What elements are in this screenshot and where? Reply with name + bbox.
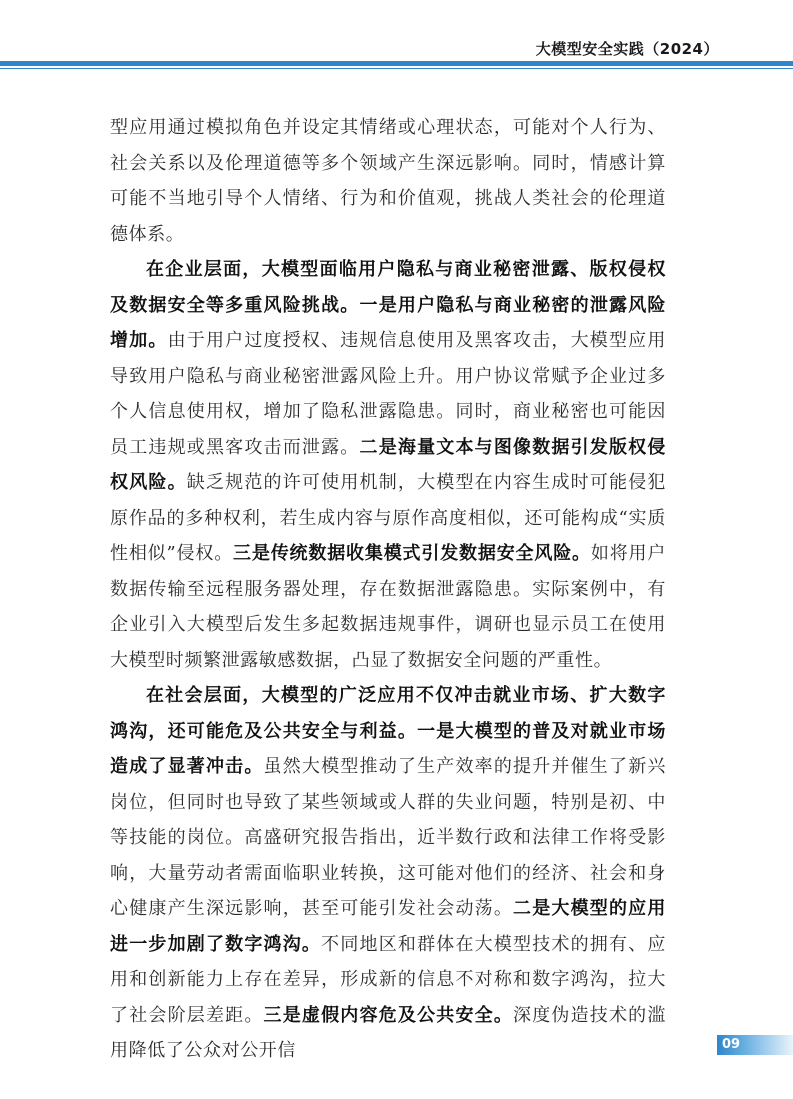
paragraph (110, 110, 666, 252)
text-run: 如将用户数据传输至远程服务器处理，存在数据泄露隐患。实际案例中，有企业引入大模型后发生多起数据违规事件，调研也显示员工在使用大模型时频繁泄露敏感数据，凸显了数据安全问题的严重性。 (110, 543, 666, 671)
text-run: 型应用通过模拟角色并设定其情绪或心理状态，可能对个人行为、社会关系以及伦理道德等多个领域产生深远影响。同时，情感计算可能不当地引导个人情绪、行为和价值观，挑战人类社会的伦理道德体系。 (110, 117, 666, 245)
text-run: 虽然大模型推动了生产效率的提升并催生了新兴岗位，但同时也导致了某些领域或人群的失业问题，特别是初、中等技能的岗位。高盛研究报告指出，近半数行政和法律工作将受影响，大量劳动者需面临职业转换，这可能对他们的经济、社会和身心健康产生深远影响，甚至可能引发社会动荡。 (110, 756, 666, 919)
text-run: 由于用户过度授权、违规信息使用及黑客攻击，大模型应用导致用户隐私与商业秘密泄露风险上升。用户协议常赋予企业过多个人信息使用权，增加了隐私泄露隐患。同时，商业秘密也可能因员工违规或黑客攻击而泄露。 (110, 330, 666, 458)
bold-run: 二是大模型的应用进一步加剧了数字鸿沟。 (110, 898, 666, 955)
text-run: 不同地区和群体在大模型技术的拥有、应用和创新能力上存在差异，形成新的信息不对称和数字鸿沟，拉大了社会阶层差距。 (110, 933, 666, 1026)
page-number: 09 (722, 1037, 741, 1052)
running-header-title: 大模型安全实践（2024） (535, 40, 719, 58)
bold-run: 三是虚假内容危及公共安全。 (263, 1004, 514, 1026)
header-rule-thin (0, 68, 793, 69)
bold-run: 在社会层面，大模型的广泛应用不仅冲击就业市场、扩大数字鸿沟，还可能危及公共安全与利益。一是大模型的普及对就业市场造成了显著冲击。 (110, 685, 666, 777)
body-text (110, 110, 666, 1069)
bold-run: 三是传统数据收集模式引发数据安全风险。 (233, 543, 591, 564)
header-rule (0, 61, 793, 66)
bold-run: 在企业层面，大模型面临用户隐私与商业秘密泄露、版权侵权及数据安全等多重风险挑战。一是用户隐私与商业秘密的泄露风险增加。 (110, 259, 666, 351)
paragraph (110, 678, 666, 1069)
text-run: 深度伪造技术的滥用降低了公众对公开信 (110, 1004, 666, 1061)
paragraph (110, 252, 666, 678)
text-run: 缺乏规范的许可使用机制，大模型在内容生成时可能侵犯原作品的多种权利，若生成内容与原作高度相似，还可能构成“实质性相似”侵权。 (110, 472, 667, 564)
bold-run: 二是海量文本与图像数据引发版权侵权风险。 (110, 436, 666, 493)
